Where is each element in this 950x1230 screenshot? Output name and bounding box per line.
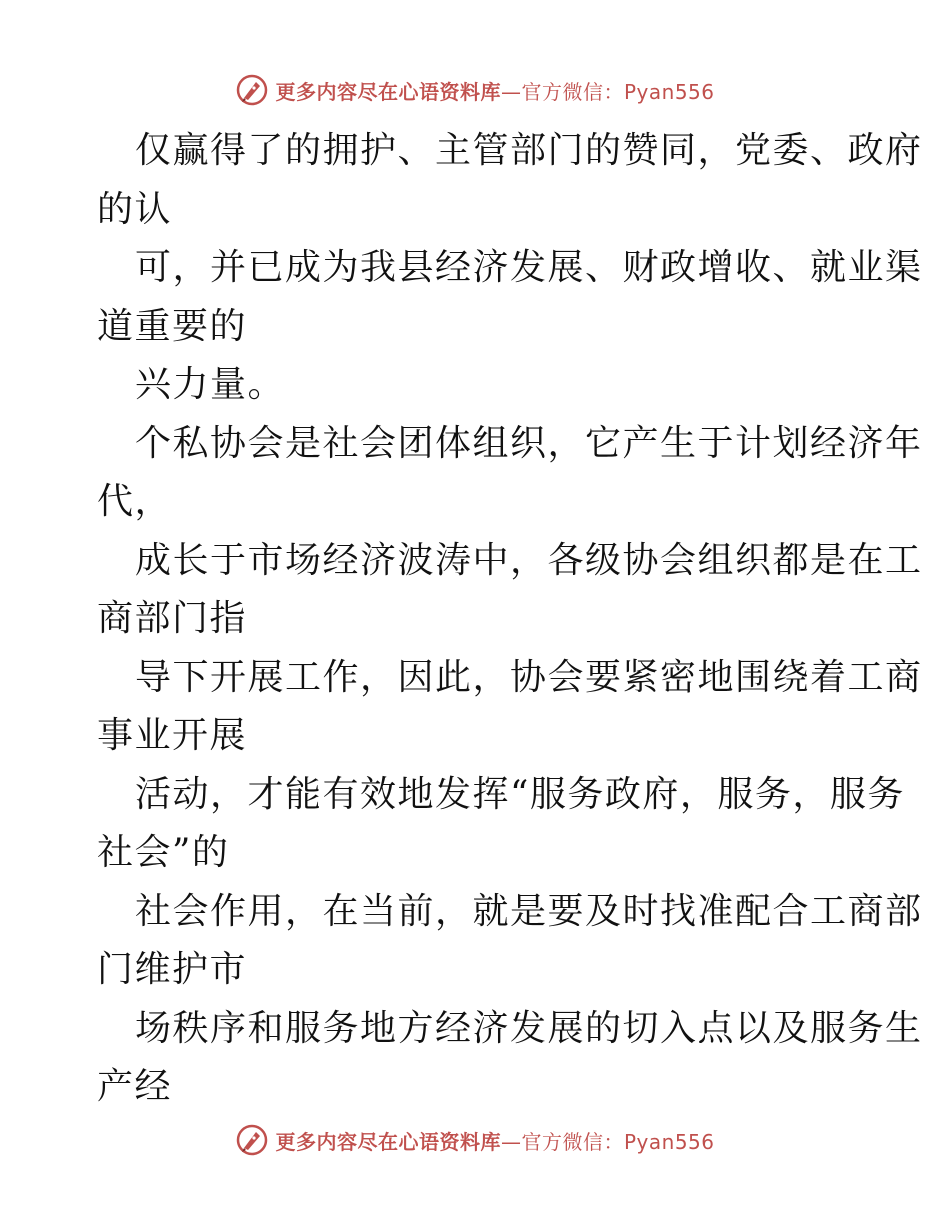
- footer-banner: [0, 1120, 950, 1160]
- text-line: 道重要的: [97, 305, 248, 347]
- document-body: [97, 122, 923, 1117]
- banner-wechat-label: 官方微信：: [521, 1129, 624, 1154]
- banner-brand: 更多内容尽在心语资料库: [275, 79, 501, 104]
- text-line: 活动，才能有效地发挥“服务政府，服务，服务: [135, 773, 905, 815]
- banner-brand: 更多内容尽在心语资料库: [275, 1129, 501, 1154]
- banner-separator: —: [500, 1129, 522, 1154]
- text-line: 成长于市场经济波涛中，各级协会组织都是在工: [135, 539, 923, 581]
- banner-separator: —: [500, 79, 522, 104]
- banner-wechat-label: 官方微信：: [521, 79, 624, 104]
- text-line: 产经: [97, 1066, 173, 1107]
- text-line: 仅赢得了的拥护、主管部门的赞同，党委、政府: [135, 130, 923, 171]
- banner-text: [275, 1126, 714, 1155]
- text-line: 事业开展: [97, 715, 248, 756]
- text-line: 代，: [97, 481, 173, 522]
- banner-wechat-id: Pyan556: [623, 1129, 715, 1154]
- text-line: 门维护市: [97, 949, 248, 990]
- pen-nib-logo-icon: [235, 1123, 269, 1157]
- text-line: 场秩序和服务地方经济发展的切入点以及服务生: [135, 1007, 923, 1049]
- banner-wechat-id: Pyan556: [623, 79, 715, 104]
- banner-text: [275, 76, 714, 105]
- pen-nib-logo-icon: [235, 73, 269, 107]
- text-line: 的认: [97, 188, 173, 230]
- text-line: 商部门指: [97, 598, 248, 639]
- text-line: 社会作用，在当前，就是要及时找准配合工商部: [135, 890, 923, 932]
- text-line: 社会”的: [97, 832, 230, 873]
- text-line: 兴力量。: [135, 364, 286, 405]
- text-line: 可，并已成为我县经济发展、财政增收、就业渠: [135, 247, 923, 288]
- text-line: 个私协会是社会团体组织，它产生于计划经济年: [135, 422, 923, 464]
- text-line: 导下开展工作，因此，协会要紧密地围绕着工商: [135, 656, 923, 698]
- header-banner: [0, 70, 950, 110]
